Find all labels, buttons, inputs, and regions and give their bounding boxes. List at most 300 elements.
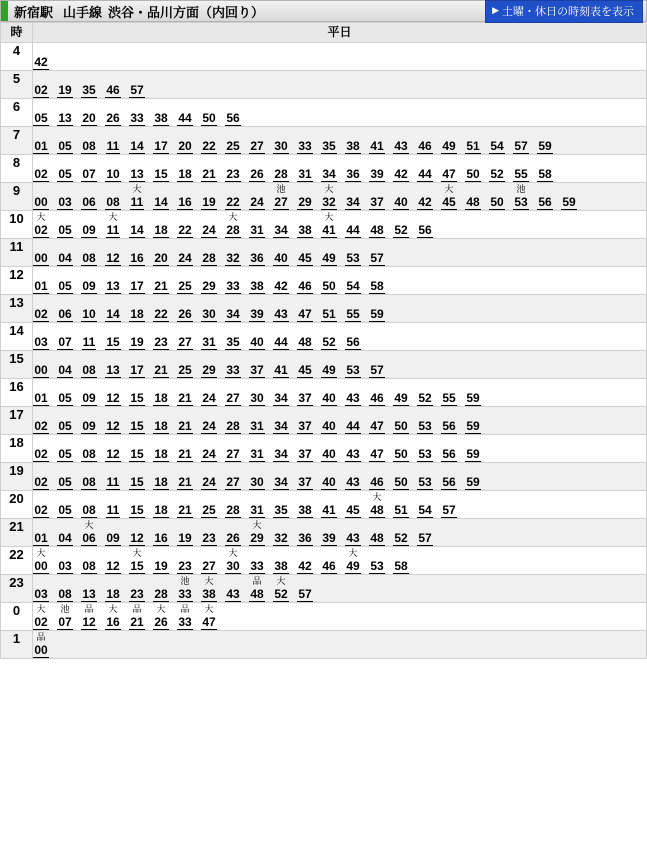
- departure-minute[interactable]: 19: [154, 559, 168, 573]
- departure-entry[interactable]: [249, 297, 265, 322]
- departure-entry[interactable]: [273, 521, 289, 546]
- departure-entry[interactable]: [177, 493, 193, 518]
- departure-minute[interactable]: 26: [178, 307, 192, 321]
- departure-entry[interactable]: [81, 213, 97, 238]
- departure-entry[interactable]: [153, 409, 169, 434]
- departure-entry[interactable]: [153, 381, 169, 406]
- departure-entry[interactable]: [273, 269, 289, 294]
- departure-entry[interactable]: [153, 549, 169, 574]
- departure-minute[interactable]: 59: [466, 419, 480, 433]
- departure-minute[interactable]: 13: [58, 111, 72, 125]
- departure-entry[interactable]: [105, 353, 121, 378]
- departure-entry[interactable]: [33, 605, 49, 630]
- departure-minute[interactable]: 42: [394, 167, 408, 181]
- departure-minute[interactable]: 13: [106, 363, 120, 377]
- departure-minute[interactable]: 21: [178, 419, 192, 433]
- departure-minute[interactable]: 41: [322, 223, 336, 237]
- departure-entry[interactable]: [225, 465, 241, 490]
- departure-minute[interactable]: 48: [250, 587, 264, 601]
- departure-minute[interactable]: 06: [58, 307, 72, 321]
- departure-minute[interactable]: 47: [370, 419, 384, 433]
- departure-minute[interactable]: 00: [34, 559, 48, 573]
- departure-entry[interactable]: [249, 521, 265, 546]
- departure-minute[interactable]: 59: [466, 475, 480, 489]
- departure-entry[interactable]: [105, 129, 121, 154]
- departure-minute[interactable]: 35: [322, 139, 336, 153]
- departure-minute[interactable]: 08: [82, 139, 96, 153]
- departure-entry[interactable]: [369, 521, 385, 546]
- departure-minute[interactable]: 34: [274, 447, 288, 461]
- departure-minute[interactable]: 39: [250, 307, 264, 321]
- departure-entry[interactable]: [417, 213, 433, 238]
- departure-minute[interactable]: 49: [442, 139, 456, 153]
- departure-minute[interactable]: 01: [34, 139, 48, 153]
- departure-entry[interactable]: [489, 157, 505, 182]
- departure-minute[interactable]: 54: [490, 139, 504, 153]
- departure-entry[interactable]: [201, 409, 217, 434]
- departure-minute[interactable]: 05: [58, 419, 72, 433]
- departure-minute[interactable]: 40: [322, 447, 336, 461]
- departure-entry[interactable]: [201, 353, 217, 378]
- departure-minute[interactable]: 49: [346, 559, 360, 573]
- departure-entry[interactable]: [297, 241, 313, 266]
- departure-minute[interactable]: 07: [82, 167, 96, 181]
- departure-minute[interactable]: 23: [130, 587, 144, 601]
- departure-minute[interactable]: 27: [226, 475, 240, 489]
- departure-entry[interactable]: [81, 409, 97, 434]
- departure-minute[interactable]: 11: [106, 475, 120, 489]
- departure-entry[interactable]: [273, 129, 289, 154]
- departure-minute[interactable]: 40: [274, 251, 288, 265]
- departure-entry[interactable]: [297, 521, 313, 546]
- departure-entry[interactable]: [177, 465, 193, 490]
- departure-minute[interactable]: 33: [226, 363, 240, 377]
- departure-entry[interactable]: [225, 409, 241, 434]
- departure-entry[interactable]: [249, 437, 265, 462]
- departure-minute[interactable]: 21: [178, 391, 192, 405]
- departure-entry[interactable]: [105, 157, 121, 182]
- departure-entry[interactable]: [489, 129, 505, 154]
- departure-minute[interactable]: 31: [250, 419, 264, 433]
- departure-minute[interactable]: 08: [82, 503, 96, 517]
- departure-entry[interactable]: [345, 465, 361, 490]
- departure-entry[interactable]: [249, 185, 265, 210]
- departure-entry[interactable]: [153, 437, 169, 462]
- departure-minute[interactable]: 28: [202, 251, 216, 265]
- departure-minute[interactable]: 57: [298, 587, 312, 601]
- departure-minute[interactable]: 40: [394, 195, 408, 209]
- departure-minute[interactable]: 04: [58, 363, 72, 377]
- departure-entry[interactable]: [57, 185, 73, 210]
- departure-entry[interactable]: [297, 213, 313, 238]
- departure-entry[interactable]: [129, 381, 145, 406]
- departure-minute[interactable]: 37: [250, 363, 264, 377]
- departure-entry[interactable]: [57, 101, 73, 126]
- departure-minute[interactable]: 24: [202, 447, 216, 461]
- departure-entry[interactable]: [81, 577, 97, 602]
- departure-entry[interactable]: [201, 437, 217, 462]
- departure-entry[interactable]: [345, 157, 361, 182]
- departure-minute[interactable]: 31: [250, 223, 264, 237]
- departure-entry[interactable]: [489, 185, 505, 210]
- departure-entry[interactable]: [57, 73, 73, 98]
- departure-minute[interactable]: 21: [178, 447, 192, 461]
- departure-minute[interactable]: 53: [346, 251, 360, 265]
- departure-minute[interactable]: 15: [130, 391, 144, 405]
- departure-minute[interactable]: 09: [82, 223, 96, 237]
- departure-minute[interactable]: 02: [34, 419, 48, 433]
- departure-minute[interactable]: 08: [82, 251, 96, 265]
- departure-entry[interactable]: [537, 157, 553, 182]
- departure-minute[interactable]: 35: [274, 503, 288, 517]
- departure-minute[interactable]: 53: [418, 475, 432, 489]
- departure-entry[interactable]: [441, 409, 457, 434]
- departure-minute[interactable]: 08: [82, 559, 96, 573]
- departure-minute[interactable]: 25: [202, 503, 216, 517]
- departure-minute[interactable]: 21: [178, 503, 192, 517]
- departure-minute[interactable]: 08: [58, 587, 72, 601]
- show-holiday-timetable-button[interactable]: [485, 0, 643, 23]
- departure-entry[interactable]: [369, 409, 385, 434]
- departure-minute[interactable]: 28: [226, 223, 240, 237]
- departure-entry[interactable]: [273, 493, 289, 518]
- departure-entry[interactable]: [33, 157, 49, 182]
- departure-entry[interactable]: [33, 465, 49, 490]
- departure-entry[interactable]: [33, 325, 49, 350]
- departure-entry[interactable]: [297, 465, 313, 490]
- departure-entry[interactable]: [129, 521, 145, 546]
- departure-minute[interactable]: 52: [490, 167, 504, 181]
- departure-minute[interactable]: 53: [418, 447, 432, 461]
- departure-entry[interactable]: [225, 549, 241, 574]
- departure-minute[interactable]: 33: [298, 139, 312, 153]
- departure-entry[interactable]: [201, 241, 217, 266]
- departure-entry[interactable]: [57, 465, 73, 490]
- departure-minute[interactable]: 28: [226, 503, 240, 517]
- departure-minute[interactable]: 26: [250, 167, 264, 181]
- departure-minute[interactable]: 41: [274, 363, 288, 377]
- departure-minute[interactable]: 00: [34, 363, 48, 377]
- departure-entry[interactable]: [81, 325, 97, 350]
- departure-minute[interactable]: 43: [226, 587, 240, 601]
- departure-minute[interactable]: 51: [322, 307, 336, 321]
- departure-minute[interactable]: 14: [154, 195, 168, 209]
- departure-minute[interactable]: 59: [538, 139, 552, 153]
- departure-minute[interactable]: 29: [202, 279, 216, 293]
- departure-minute[interactable]: 50: [394, 475, 408, 489]
- departure-entry[interactable]: [201, 465, 217, 490]
- departure-entry[interactable]: [369, 437, 385, 462]
- departure-entry[interactable]: [201, 549, 217, 574]
- departure-minute[interactable]: 44: [346, 223, 360, 237]
- departure-entry[interactable]: [129, 577, 145, 602]
- departure-minute[interactable]: 03: [34, 335, 48, 349]
- departure-minute[interactable]: 11: [82, 335, 96, 349]
- departure-entry[interactable]: [153, 269, 169, 294]
- departure-entry[interactable]: [345, 353, 361, 378]
- departure-entry[interactable]: [273, 577, 289, 602]
- departure-entry[interactable]: [177, 353, 193, 378]
- departure-minute[interactable]: 23: [178, 559, 192, 573]
- departure-entry[interactable]: [537, 185, 553, 210]
- departure-entry[interactable]: [345, 493, 361, 518]
- departure-entry[interactable]: [81, 157, 97, 182]
- departure-entry[interactable]: [177, 297, 193, 322]
- departure-minute[interactable]: 36: [250, 251, 264, 265]
- departure-minute[interactable]: 38: [298, 223, 312, 237]
- departure-entry[interactable]: [225, 185, 241, 210]
- departure-minute[interactable]: 43: [346, 475, 360, 489]
- departure-entry[interactable]: [249, 213, 265, 238]
- departure-minute[interactable]: 03: [34, 587, 48, 601]
- departure-minute[interactable]: 56: [442, 447, 456, 461]
- departure-entry[interactable]: [33, 213, 49, 238]
- departure-entry[interactable]: [321, 493, 337, 518]
- departure-minute[interactable]: 31: [298, 167, 312, 181]
- departure-entry[interactable]: [465, 381, 481, 406]
- departure-entry[interactable]: [297, 325, 313, 350]
- departure-minute[interactable]: 20: [178, 139, 192, 153]
- departure-minute[interactable]: 52: [274, 587, 288, 601]
- departure-entry[interactable]: [57, 521, 73, 546]
- departure-entry[interactable]: [273, 157, 289, 182]
- departure-entry[interactable]: [33, 549, 49, 574]
- departure-entry[interactable]: [57, 213, 73, 238]
- departure-entry[interactable]: [225, 241, 241, 266]
- departure-entry[interactable]: [345, 521, 361, 546]
- departure-entry[interactable]: [225, 129, 241, 154]
- departure-entry[interactable]: [105, 549, 121, 574]
- departure-entry[interactable]: [441, 381, 457, 406]
- departure-minute[interactable]: 42: [298, 559, 312, 573]
- departure-entry[interactable]: [105, 185, 121, 210]
- departure-minute[interactable]: 29: [250, 531, 264, 545]
- departure-minute[interactable]: 18: [130, 307, 144, 321]
- departure-minute[interactable]: 27: [202, 559, 216, 573]
- departure-entry[interactable]: [129, 353, 145, 378]
- departure-minute[interactable]: 46: [322, 559, 336, 573]
- departure-entry[interactable]: [417, 521, 433, 546]
- departure-entry[interactable]: [369, 353, 385, 378]
- departure-entry[interactable]: [201, 297, 217, 322]
- departure-entry[interactable]: [129, 185, 145, 210]
- departure-minute[interactable]: 01: [34, 531, 48, 545]
- departure-minute[interactable]: 06: [82, 195, 96, 209]
- departure-entry[interactable]: [297, 297, 313, 322]
- departure-entry[interactable]: [513, 185, 529, 210]
- departure-entry[interactable]: [273, 185, 289, 210]
- departure-entry[interactable]: [129, 409, 145, 434]
- departure-entry[interactable]: [81, 437, 97, 462]
- departure-minute[interactable]: 02: [34, 447, 48, 461]
- departure-entry[interactable]: [273, 297, 289, 322]
- departure-minute[interactable]: 21: [154, 363, 168, 377]
- departure-minute[interactable]: 13: [82, 587, 96, 601]
- departure-entry[interactable]: [369, 269, 385, 294]
- departure-minute[interactable]: 34: [274, 419, 288, 433]
- departure-entry[interactable]: [273, 549, 289, 574]
- departure-entry[interactable]: [441, 493, 457, 518]
- departure-entry[interactable]: [321, 297, 337, 322]
- departure-entry[interactable]: [561, 185, 577, 210]
- departure-minute[interactable]: 47: [298, 307, 312, 321]
- departure-entry[interactable]: [249, 241, 265, 266]
- departure-entry[interactable]: [297, 437, 313, 462]
- departure-entry[interactable]: [465, 465, 481, 490]
- departure-entry[interactable]: [297, 409, 313, 434]
- departure-minute[interactable]: 13: [130, 167, 144, 181]
- departure-entry[interactable]: [465, 157, 481, 182]
- departure-minute[interactable]: 37: [298, 447, 312, 461]
- departure-minute[interactable]: 16: [106, 615, 120, 629]
- departure-entry[interactable]: [177, 157, 193, 182]
- departure-minute[interactable]: 25: [178, 363, 192, 377]
- departure-minute[interactable]: 45: [442, 195, 456, 209]
- departure-entry[interactable]: [321, 465, 337, 490]
- departure-minute[interactable]: 12: [106, 447, 120, 461]
- departure-minute[interactable]: 30: [202, 307, 216, 321]
- departure-entry[interactable]: [81, 465, 97, 490]
- departure-minute[interactable]: 15: [130, 419, 144, 433]
- departure-minute[interactable]: 44: [178, 111, 192, 125]
- departure-minute[interactable]: 12: [106, 391, 120, 405]
- departure-entry[interactable]: [297, 185, 313, 210]
- departure-entry[interactable]: [345, 325, 361, 350]
- departure-entry[interactable]: [201, 493, 217, 518]
- departure-entry[interactable]: [273, 325, 289, 350]
- departure-minute[interactable]: 42: [34, 55, 48, 69]
- departure-minute[interactable]: 13: [106, 279, 120, 293]
- departure-minute[interactable]: 27: [226, 391, 240, 405]
- departure-minute[interactable]: 11: [106, 503, 120, 517]
- departure-entry[interactable]: [465, 409, 481, 434]
- departure-entry[interactable]: [57, 493, 73, 518]
- departure-minute[interactable]: 28: [226, 419, 240, 433]
- departure-entry[interactable]: [369, 157, 385, 182]
- departure-minute[interactable]: 27: [226, 447, 240, 461]
- departure-minute[interactable]: 16: [154, 531, 168, 545]
- departure-entry[interactable]: [321, 353, 337, 378]
- departure-entry[interactable]: [513, 157, 529, 182]
- departure-minute[interactable]: 46: [418, 139, 432, 153]
- departure-minute[interactable]: 15: [106, 335, 120, 349]
- departure-minute[interactable]: 01: [34, 279, 48, 293]
- departure-minute[interactable]: 31: [250, 503, 264, 517]
- departure-entry[interactable]: [105, 577, 121, 602]
- departure-minute[interactable]: 15: [130, 503, 144, 517]
- departure-minute[interactable]: 22: [178, 223, 192, 237]
- departure-minute[interactable]: 53: [370, 559, 384, 573]
- departure-minute[interactable]: 51: [394, 503, 408, 517]
- departure-minute[interactable]: 04: [58, 531, 72, 545]
- departure-minute[interactable]: 51: [466, 139, 480, 153]
- departure-minute[interactable]: 12: [106, 559, 120, 573]
- departure-minute[interactable]: 33: [250, 559, 264, 573]
- departure-minute[interactable]: 00: [34, 643, 48, 657]
- departure-entry[interactable]: [153, 213, 169, 238]
- departure-minute[interactable]: 24: [202, 223, 216, 237]
- departure-minute[interactable]: 05: [58, 447, 72, 461]
- departure-minute[interactable]: 02: [34, 167, 48, 181]
- departure-entry[interactable]: [57, 437, 73, 462]
- departure-entry[interactable]: [297, 549, 313, 574]
- departure-entry[interactable]: [321, 157, 337, 182]
- departure-entry[interactable]: [81, 549, 97, 574]
- departure-entry[interactable]: [441, 437, 457, 462]
- departure-entry[interactable]: [81, 605, 97, 630]
- departure-entry[interactable]: [345, 241, 361, 266]
- departure-entry[interactable]: [369, 213, 385, 238]
- departure-minute[interactable]: 25: [178, 279, 192, 293]
- departure-minute[interactable]: 45: [298, 363, 312, 377]
- departure-minute[interactable]: 05: [58, 167, 72, 181]
- departure-entry[interactable]: [33, 577, 49, 602]
- departure-entry[interactable]: [105, 493, 121, 518]
- departure-entry[interactable]: [225, 381, 241, 406]
- departure-entry[interactable]: [273, 213, 289, 238]
- departure-entry[interactable]: [201, 381, 217, 406]
- departure-entry[interactable]: [393, 213, 409, 238]
- departure-minute[interactable]: 43: [274, 307, 288, 321]
- departure-entry[interactable]: [321, 269, 337, 294]
- departure-entry[interactable]: [225, 213, 241, 238]
- departure-minute[interactable]: 31: [202, 335, 216, 349]
- departure-entry[interactable]: [249, 465, 265, 490]
- departure-minute[interactable]: 48: [370, 531, 384, 545]
- departure-entry[interactable]: [417, 493, 433, 518]
- departure-entry[interactable]: [33, 297, 49, 322]
- departure-minute[interactable]: 21: [130, 615, 144, 629]
- departure-minute[interactable]: 48: [298, 335, 312, 349]
- departure-entry[interactable]: [249, 577, 265, 602]
- departure-minute[interactable]: 11: [130, 195, 144, 209]
- departure-minute[interactable]: 58: [538, 167, 552, 181]
- departure-minute[interactable]: 56: [538, 195, 552, 209]
- departure-entry[interactable]: [393, 549, 409, 574]
- departure-entry[interactable]: [513, 129, 529, 154]
- departure-entry[interactable]: [105, 605, 121, 630]
- departure-minute[interactable]: 18: [154, 447, 168, 461]
- departure-entry[interactable]: [33, 437, 49, 462]
- departure-entry[interactable]: [465, 437, 481, 462]
- departure-minute[interactable]: 25: [226, 139, 240, 153]
- departure-entry[interactable]: [225, 577, 241, 602]
- departure-minute[interactable]: 40: [322, 391, 336, 405]
- departure-minute[interactable]: 24: [250, 195, 264, 209]
- departure-entry[interactable]: [321, 185, 337, 210]
- departure-minute[interactable]: 20: [82, 111, 96, 125]
- departure-minute[interactable]: 27: [274, 195, 288, 209]
- departure-entry[interactable]: [201, 577, 217, 602]
- departure-entry[interactable]: [441, 157, 457, 182]
- departure-minute[interactable]: 57: [514, 139, 528, 153]
- departure-entry[interactable]: [153, 325, 169, 350]
- departure-entry[interactable]: [369, 381, 385, 406]
- departure-minute[interactable]: 57: [442, 503, 456, 517]
- departure-minute[interactable]: 05: [58, 139, 72, 153]
- departure-entry[interactable]: [225, 353, 241, 378]
- departure-minute[interactable]: 19: [202, 195, 216, 209]
- departure-entry[interactable]: [249, 381, 265, 406]
- departure-entry[interactable]: [81, 73, 97, 98]
- departure-minute[interactable]: 50: [466, 167, 480, 181]
- departure-entry[interactable]: [201, 269, 217, 294]
- departure-minute[interactable]: 34: [322, 167, 336, 181]
- departure-entry[interactable]: [129, 241, 145, 266]
- departure-minute[interactable]: 22: [154, 307, 168, 321]
- departure-entry[interactable]: [129, 465, 145, 490]
- departure-entry[interactable]: [201, 213, 217, 238]
